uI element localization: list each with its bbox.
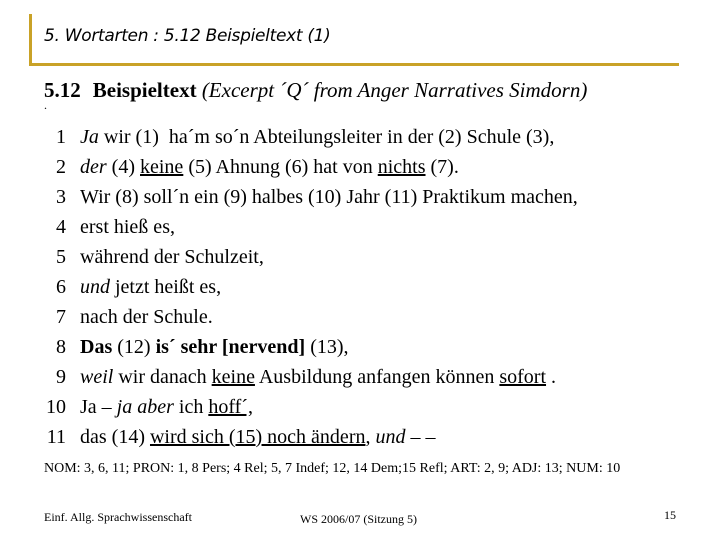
text-segment: das (14) — [80, 426, 150, 448]
text-line — [40, 122, 578, 152]
header-accent-bar-vertical — [29, 14, 32, 66]
footer-note: NOM: 3, 6, 11; PRON: 1, 8 Pers; 4 Rel; 5, 7 Indef; 12, 14 Dem;15 Refl; ART: 2, 9; ADJ: 13; NUM: 10 — [44, 461, 621, 476]
text-segment: Ausbildung anfangen können — [254, 366, 500, 388]
line-number: 1 — [56, 126, 66, 148]
slide-title — [44, 78, 587, 103]
page-number: 15 — [664, 508, 676, 522]
text-segment: der — [80, 156, 107, 178]
line-text — [80, 182, 578, 212]
text-line — [40, 332, 578, 362]
text-line — [40, 392, 578, 422]
text-segment: nach der Schule. — [80, 306, 213, 328]
text-segment: (13), — [305, 336, 349, 358]
example-text — [40, 122, 578, 452]
footer-course: Einf. Allg. Sprachwissenschaft — [44, 510, 192, 524]
text-line — [40, 152, 578, 182]
text-segment: – – — [405, 426, 436, 448]
title-subtitle: (Excerpt ´Q´ from Anger Narratives Simdorn) — [201, 78, 588, 102]
text-segment: , — [365, 426, 376, 448]
line-text — [80, 362, 556, 392]
text-line — [40, 272, 578, 302]
line-text — [80, 122, 554, 152]
text-line — [40, 422, 578, 452]
line-number: 6 — [56, 276, 66, 298]
header-title: 5. Wortarten : 5.12 Beispieltext (1) — [44, 26, 331, 46]
text-segment: is´ sehr [nervend] — [155, 336, 306, 358]
line-number: 5 — [56, 246, 66, 268]
text-line — [40, 242, 578, 272]
text-segment: hoff´, — [208, 396, 253, 418]
line-text — [80, 272, 221, 302]
line-number: 3 — [56, 186, 66, 208]
text-segment: (5) Ahnung (6) hat von — [183, 156, 378, 178]
line-number: 11 — [46, 426, 66, 448]
line-number: 9 — [56, 366, 66, 388]
text-segment: erst hieß es, — [80, 216, 175, 238]
text-segment: sofort — [499, 366, 547, 388]
text-segment: (4) — [106, 156, 140, 178]
text-segment: Ja — [80, 126, 99, 148]
text-segment: und — [375, 426, 406, 448]
title-text: Beispieltext — [92, 78, 197, 102]
text-segment: Wir (8) soll´n ein (9) halbes (10) Jahr (11) Praktikum machen, — [80, 186, 578, 208]
footer-semester: WS 2006/07 (Sitzung 5) — [300, 512, 417, 526]
line-text — [80, 242, 264, 272]
line-number: 8 — [56, 336, 66, 358]
text-segment: während der Schulzeit, — [80, 246, 264, 268]
line-text — [80, 152, 459, 182]
text-segment: wir danach — [113, 366, 212, 388]
text-segment: wird sich (15) noch ändern — [149, 426, 366, 448]
line-number: 10 — [46, 396, 66, 418]
line-text — [80, 302, 213, 332]
text-segment: nichts — [377, 156, 426, 178]
text-line — [40, 362, 578, 392]
section-number: 5.12 — [44, 78, 81, 102]
text-segment: keine — [140, 156, 184, 178]
text-segment: wir (1) ha´m so´n Abteilungsleiter in der (2) Schule (3), — [98, 126, 555, 148]
header-accent-bar-horizontal — [29, 63, 679, 66]
text-segment: . — [546, 366, 557, 388]
line-text — [80, 422, 435, 452]
text-line — [40, 302, 578, 332]
text-segment: ja aber — [116, 396, 174, 418]
stray-dot: . — [44, 98, 47, 112]
text-segment: und — [80, 276, 110, 298]
line-number: 7 — [56, 306, 66, 328]
text-segment: (12) — [112, 336, 156, 358]
text-segment: keine — [211, 366, 255, 388]
text-line — [40, 182, 578, 212]
text-segment: jetzt heißt es, — [110, 276, 222, 298]
text-segment: weil — [80, 366, 114, 388]
text-segment: Ja – — [80, 396, 117, 418]
text-line — [40, 212, 578, 242]
text-segment: Das — [80, 336, 113, 358]
line-text — [80, 392, 253, 422]
text-segment: (7). — [425, 156, 459, 178]
line-number: 4 — [56, 216, 66, 238]
line-number: 2 — [56, 156, 66, 178]
line-text — [80, 212, 175, 242]
text-segment: ich — [173, 396, 209, 418]
line-text — [80, 332, 349, 362]
